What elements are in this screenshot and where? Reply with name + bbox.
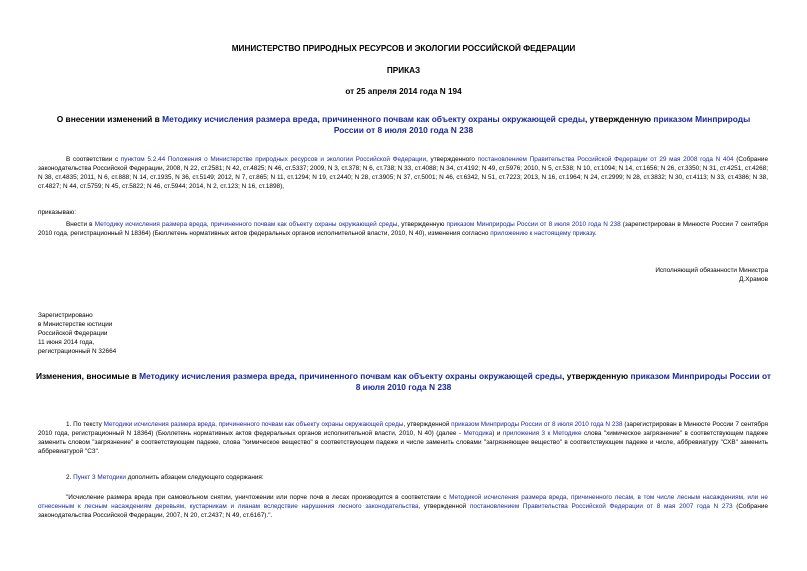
order-paragraph: Внести в Методику исчисления размера вреда, причиненного почвам как объекту охраны окружающей среды, утвержденную приказом Минприроды России от 8 июля 2010 года N 238 (зарегистрирован в Минюсте России 7 сентября 2010 года, регистрационный N 18364) (Бюллетень нормативных актов федеральных органов исполнительной власти, 2010, N 40), изменения согласно приложению к настоящему приказу. [38, 221, 768, 237]
quoted-paragraph: "Исчисление размера вреда при самовольном снятии, уничтожении или порче почв в лесах производится в соответствии с Методикой исчисления размера вреда, причиненного лесам, в том числе лесным насаждениям, или не отнесенным к лесным насаждениям деревьям, кустарникам и лианам вследствие нарушения лесного законодательства, утвержденной постановлением Правительства Российской Федерации от 8 мая 2007 года N 273 (Собрание законодательства Российской Федерации, 2007, N 20, ст.2437; N 49, ст.6167).". [38, 494, 769, 519]
amendment-item-2: 2. Пункт 3 Методики дополнить абзацем следующего содержания: [66, 474, 264, 481]
registration-block [38, 312, 238, 357]
signatory-position: Исполняющий обязанности Министра [655, 267, 768, 274]
decree-273-link[interactable]: постановлением Правительства Российской Федерации от 8 мая 2007 года N 273 [469, 502, 733, 510]
annex-methodology-link[interactable]: Методику исчисления размера вреда, причиненного почвам как объекту охраны окружающей среды [139, 371, 563, 381]
registration-line: Российской Федерации [38, 329, 108, 337]
registration-line: Зарегистрировано [38, 312, 93, 319]
government-decree-link[interactable]: постановлением Правительства Российской Федерации от 29 мая 2008 года N 404 [477, 156, 734, 163]
signatory-name: Д.Храмов [739, 275, 768, 283]
registration-line: регистрационный N 32664 [38, 347, 117, 355]
registration-line: в Министерстве юстиции [38, 320, 113, 328]
annex-order-238-link[interactable]: приказом Минприроды России от 8 июля 2010 года N 238 [355, 371, 771, 392]
order-date-number: от 25 апреля 2014 года N 194 [345, 87, 462, 96]
appendix-3-link[interactable]: приложения 3 к Методике [502, 429, 582, 437]
order-238-link[interactable]: приказом Минприроды России от 8 июля 2010 года N 238 [333, 114, 751, 135]
methodology-short-link[interactable]: Методика [463, 429, 493, 437]
forest-methodology-link[interactable]: Методикой исчисления размера вреда, причиненного лесам, в том числе лесным насаждениям, или не отнесенным к лесным насаждениям деревьям, кустарникам и лианам вследствие нарушения лесного законодательства [38, 494, 768, 510]
order-238-link-2[interactable]: приказом Минприроды России от 8 июля 2010 года N 238 [446, 221, 621, 228]
document-type: ПРИКАЗ [386, 66, 421, 75]
item1-methodology-link[interactable]: Методики исчисления размера вреда, причиненного почвам как объекту охраны окружающей среды [103, 421, 404, 428]
clause-3-link[interactable]: Пункт 3 Методики [73, 474, 126, 481]
registration-line: 11 июня 2014 года, [38, 338, 95, 346]
order-methodology-link[interactable]: Методику исчисления размера вреда, причиненного почвам как объекту охраны окружающей среды [94, 221, 398, 228]
order-title: О внесении изменений в Методику исчисления размера вреда, причиненного почвам как объекту охраны окружающей среды, утвержденную приказом Минприроды России от 8 июля 2010 года N 238 [56, 114, 751, 135]
ministry-heading: МИНИСТЕРСТВО ПРИРОДНЫХ РЕСУРСОВ И ЭКОЛОГИИ РОССИЙСКОЙ ФЕДЕРАЦИИ [231, 44, 576, 53]
amendment-item-1: 1. По тексту Методики исчисления размера вреда, причиненного почвам как объекту охраны окружающей среды, утвержденной приказом Минприроды России от 8 июля 2010 года N 238 (зарегистрирован в Минюсте России 7 сентября 2010 года, регистрационный N 18364) (Бюллетень нормативных актов федеральных органов исполнительной власти, 2010, N 40) (далее - Методика) и приложения 3 к Методике слова "химическое загрязнение" в соответствующем падеже заменить словом "загрязнение" в соответствующем падеже, слова "химическое вещество" в соответствующем падеже и числе заменить словами "загрязняющее вещество" в соответствующем падеже и числе, аббревиатуру "СХВ" заменить аббревиатурой "СЗ". [38, 421, 768, 455]
signature-block [460, 267, 768, 285]
regulation-link[interactable]: пунктом 5.2.44 Положения о Министерстве природных ресурсов и экологии Российской Федерации [120, 156, 427, 163]
preamble-paragraph: В соответствии с пунктом 5.2.44 Положения о Министерстве природных ресурсов и экологии Российской Федерации, утвержденного постановлением Правительства Российской Федерации от 29 мая 2008 года N 404 (Собрание законодательства Российской Федерации, 2008, N 22, ст.2581; N 42, ст.4825; N 46, ст.5337; 2009, N 3, ст.378; N 6, ст.738; N 33, ст.4088; N 34, ст.4192; N 49, ст.5976; 2010, N 5, ст.538; N 10, ст.1094; N 14, ст.1656; N 26, ст.3350; N 31, ст.4251, ст.4268; N 38, ст.4835; 2011, N 6, ст.888; N 14, ст.1935, N 36, ст.5149; 2012, N 7, ст.865; N 11, ст.1294; N 19, ст.2440; N 28, ст.3905; N 37, ст.5001; N 46, ст.6342, N 51, ст.7223; 2013, N 16, ст.1964; N 24, ст.2999; N 28, ст.3832; N 30, ст.4113; N 33, ст.4386; N 38, ст.4827; N 44, ст.5759; N 45, ст.5822; N 46, ст.5944; 2014, N 2, ст.123; N 16, ст.1898), [38, 156, 769, 190]
annex-link[interactable]: приложению к настоящему приказу [490, 229, 595, 237]
item1-order-238-link[interactable]: приказом Минприроды России от 8 июля 2010 года N 238 [451, 421, 623, 428]
order-word: приказываю: [38, 209, 76, 216]
annex-title: Изменения, вносимые в Методику исчисления размера вреда, причиненного почвам как объекту охраны окружающей среды, утвержденную приказом Минприроды России от 8 июля 2010 года N 238 [36, 371, 771, 392]
methodology-link[interactable]: Методику исчисления размера вреда, причиненного почвам как объекту охраны окружающей среды [162, 114, 586, 124]
